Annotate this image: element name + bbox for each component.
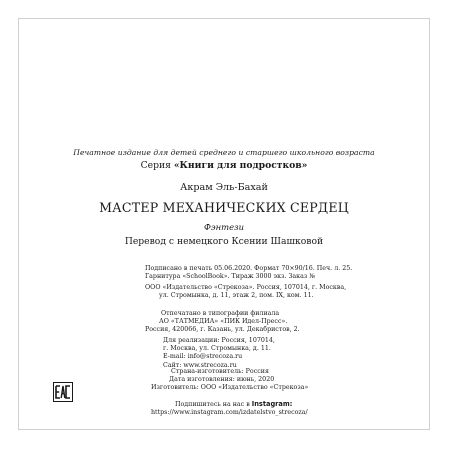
series-name: «Книги для подростков» — [173, 160, 308, 171]
instagram-brand: Instagram: — [251, 400, 293, 408]
imprint-page — [18, 18, 430, 430]
sales-line: Сайт: www.strecoza.ru — [163, 361, 237, 369]
book-title: МАСТЕР МЕХАНИЧЕСКИХ СЕРДЕЦ — [99, 200, 349, 215]
sales-details — [117, 337, 407, 370]
origin-line: Дата изготовления: июнь, 2020 — [169, 376, 275, 384]
instagram-url[interactable]: https://www.instagram.com/izdatelstvo_strecoza/ — [151, 409, 308, 417]
print-line: Подписано в печать 05.06.2020. Формат 70×90/16. Печ. л. 25. — [145, 265, 353, 272]
translator-credit: Перевод с немецкого Ксении Шашковой — [124, 236, 324, 247]
printer-line: Отпечатано в типографии филиала — [161, 310, 280, 317]
author-name: Акрам Эль-Бахай — [180, 182, 268, 193]
sales-line: E-mail: info@strecoza.ru — [163, 353, 243, 361]
publisher-line: ул. Стромынка, д. 11, этаж 2, пом. IX, ком. 11. — [159, 292, 314, 300]
publisher-details — [117, 284, 407, 300]
instagram-details — [117, 400, 407, 417]
instagram-prefix: Подпишитесь на нас в — [175, 401, 250, 408]
origin-details — [117, 368, 407, 393]
eac-icon — [53, 382, 73, 402]
print-line: Гарнитура «SchoolBook». Тираж 3000 экз. Заказ № — [145, 273, 316, 281]
publisher-line: ООО «Издательство «Стрекоза». Россия, 107014, г. Москва, — [145, 284, 347, 291]
printer-details — [117, 310, 407, 335]
printer-line: Россия, 420066, г. Казань, ул. Декабристов, 2. — [145, 326, 300, 334]
printer-line: АО «ТАТМЕДИА» «ПИК Идел-Пресс». — [159, 318, 288, 326]
audience-tagline: Печатное издание для детей среднего и старшего школьного возраста — [73, 148, 375, 157]
series-line — [19, 160, 429, 171]
origin-line: Изготовитель: ООО «Издательство «Стрекоза» — [151, 384, 309, 392]
genre-label: Фэнтези — [203, 222, 245, 232]
sales-line: Для реализации: Россия, 107014, — [163, 337, 275, 344]
origin-line: Страна-изготовитель: Россия — [171, 368, 269, 375]
sales-line: г. Москва, ул. Стромынка, д. 11. — [163, 345, 271, 353]
series-prefix: Серия — [140, 160, 171, 171]
print-details — [117, 265, 407, 281]
instagram-line — [145, 400, 407, 409]
